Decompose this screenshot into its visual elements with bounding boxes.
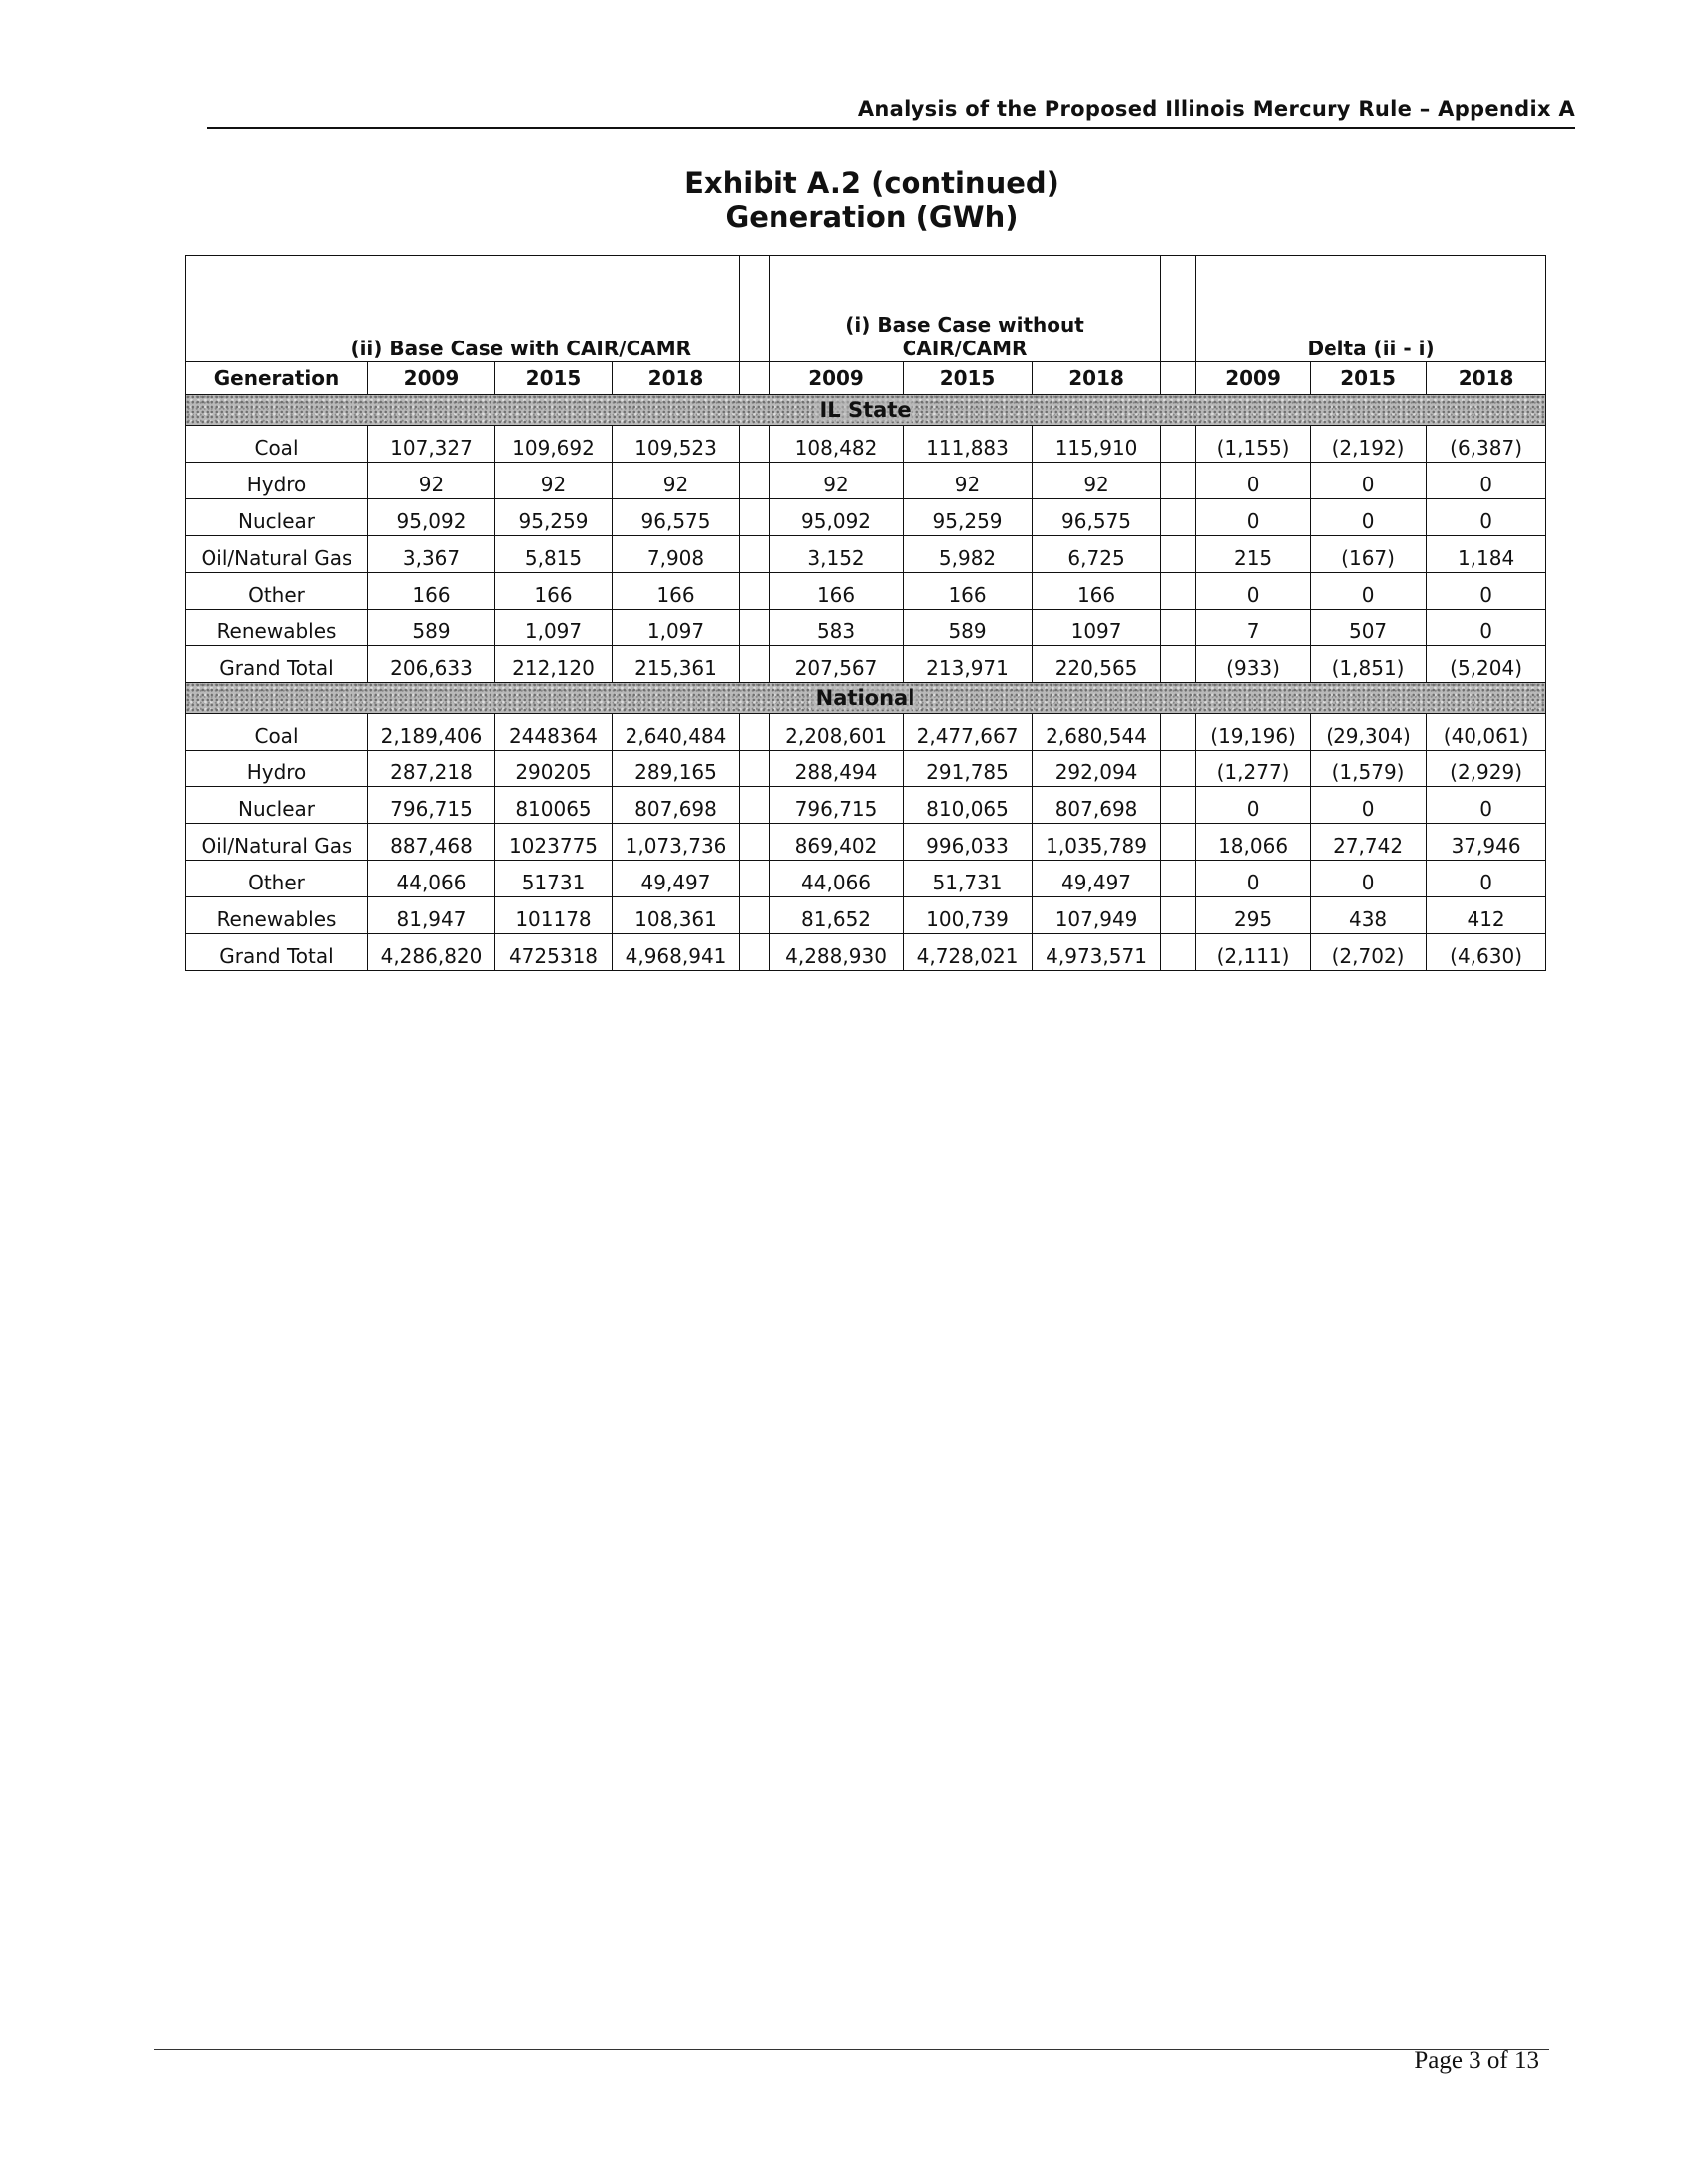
table-cell: (933) [1196,646,1311,683]
section-label: IL State [815,398,914,422]
table-cell: 166 [904,573,1033,610]
table-cell: (5,204) [1427,646,1546,683]
table-cell: 1023775 [495,824,613,861]
table-cell: 4,288,930 [770,934,904,971]
spacer-cell [1161,256,1196,362]
table-cell: 95,092 [770,499,904,536]
table-cell: 810,065 [904,787,1033,824]
table-cell: 7 [1196,610,1311,646]
year-header: 2015 [1311,362,1427,395]
section-row [186,395,1546,426]
table-cell: 3,367 [368,536,495,573]
table-cell: 6,725 [1033,536,1161,573]
table-row [186,499,1546,536]
table-cell: 796,715 [368,787,495,824]
table-cell: 92 [613,463,740,499]
year-header-row [186,362,1546,395]
table-cell: 101178 [495,897,613,934]
row-label: Grand Total [186,646,368,683]
table-cell: 0 [1427,610,1546,646]
table-cell: 0 [1196,463,1311,499]
table-cell: (29,304) [1311,714,1427,751]
table-cell: 0 [1311,463,1427,499]
table-cell: 1,097 [613,610,740,646]
table-cell: 215 [1196,536,1311,573]
spacer-cell [740,426,770,463]
group-delta: Delta (ii - i) [1196,256,1546,362]
table-body [186,395,1546,971]
table-cell: 96,575 [613,499,740,536]
row-label: Other [186,861,368,897]
spacer-cell [1161,787,1196,824]
table-cell: 810065 [495,787,613,824]
spacer-cell [1161,426,1196,463]
table-cell: (167) [1311,536,1427,573]
table-row [186,573,1546,610]
section-label: National [812,686,919,710]
spacer-cell [740,861,770,897]
table-cell: 869,402 [770,824,904,861]
table-cell: 4,973,571 [1033,934,1161,971]
table-cell: (2,111) [1196,934,1311,971]
table-cell: 0 [1311,787,1427,824]
header-rule [207,127,1575,129]
row-label: Grand Total [186,934,368,971]
spacer-cell [740,499,770,536]
table-cell: 807,698 [613,787,740,824]
table-cell: 92 [495,463,613,499]
table-cell: 0 [1311,499,1427,536]
table-row [186,897,1546,934]
table-cell: 0 [1196,573,1311,610]
table-cell: 2,680,544 [1033,714,1161,751]
table-cell: 51731 [495,861,613,897]
table-cell: 95,259 [904,499,1033,536]
table-cell: 0 [1427,499,1546,536]
table-cell: (4,630) [1427,934,1546,971]
table-cell: 49,497 [1033,861,1161,897]
table-cell: 5,815 [495,536,613,573]
table-cell: 287,218 [368,751,495,787]
table-row [186,934,1546,971]
section-header [186,395,1546,426]
table-cell: 0 [1427,861,1546,897]
table-cell: 1,184 [1427,536,1546,573]
table-cell: 996,033 [904,824,1033,861]
spacer-cell [740,714,770,751]
row-label: Nuclear [186,499,368,536]
table-cell: (1,155) [1196,426,1311,463]
table-cell: 18,066 [1196,824,1311,861]
table-row [186,646,1546,683]
table-cell: 0 [1427,787,1546,824]
table-cell: 796,715 [770,787,904,824]
table-cell: 291,785 [904,751,1033,787]
year-header: 2009 [770,362,904,395]
row-label: Oil/Natural Gas [186,536,368,573]
spacer-cell [1161,362,1196,395]
year-header: 2018 [613,362,740,395]
page-number: Page 3 of 13 [1414,2047,1539,2074]
table-cell: 166 [770,573,904,610]
table-row [186,824,1546,861]
table-cell: 290205 [495,751,613,787]
spacer-cell [740,646,770,683]
row-label: Hydro [186,751,368,787]
table-cell: 589 [904,610,1033,646]
spacer-cell [1161,463,1196,499]
group-with-cair: (ii) Base Case with CAIR/CAMR [186,256,740,362]
spacer-cell [1161,751,1196,787]
table-cell: (1,851) [1311,646,1427,683]
generation-table [185,255,1546,971]
section-row [186,683,1546,714]
group-header-row [186,256,1546,362]
section-header [186,683,1546,714]
spacer-cell [740,573,770,610]
row-label: Nuclear [186,787,368,824]
spacer-cell [1161,861,1196,897]
table-cell: 438 [1311,897,1427,934]
spacer-cell [1161,536,1196,573]
table-cell: 0 [1427,463,1546,499]
year-header: 2009 [368,362,495,395]
table-cell: 166 [1033,573,1161,610]
table-cell: 4,286,820 [368,934,495,971]
spacer-cell [740,610,770,646]
spacer-cell [740,362,770,395]
table-cell: (1,277) [1196,751,1311,787]
table-cell: 289,165 [613,751,740,787]
table-cell: 49,497 [613,861,740,897]
spacer-cell [740,463,770,499]
table-cell: 166 [613,573,740,610]
table-cell: 0 [1311,861,1427,897]
table-cell: 292,094 [1033,751,1161,787]
table-cell: 215,361 [613,646,740,683]
exhibit-title-line2: Generation (GWh) [725,201,1019,234]
table-cell: 0 [1427,573,1546,610]
table-cell: 887,468 [368,824,495,861]
table-cell: 92 [368,463,495,499]
table-cell: 2,189,406 [368,714,495,751]
row-label: Oil/Natural Gas [186,824,368,861]
table-cell: 37,946 [1427,824,1546,861]
spacer-cell [1161,610,1196,646]
table-cell: 0 [1196,499,1311,536]
row-header-generation: Generation [186,362,368,395]
table-cell: 5,982 [904,536,1033,573]
table-cell: 107,949 [1033,897,1161,934]
table-cell: 92 [1033,463,1161,499]
table-cell: 92 [904,463,1033,499]
table-cell: 27,742 [1311,824,1427,861]
spacer-cell [740,256,770,362]
spacer-cell [1161,934,1196,971]
table-cell: (19,196) [1196,714,1311,751]
table-cell: 2,640,484 [613,714,740,751]
table-cell: 295 [1196,897,1311,934]
row-label: Hydro [186,463,368,499]
table-cell: 583 [770,610,904,646]
row-label: Renewables [186,897,368,934]
table-cell: 3,152 [770,536,904,573]
table-row [186,463,1546,499]
table-cell: 206,633 [368,646,495,683]
table-cell: 107,327 [368,426,495,463]
spacer-cell [1161,714,1196,751]
table-cell: 1,035,789 [1033,824,1161,861]
spacer-cell [1161,646,1196,683]
table-cell: 108,482 [770,426,904,463]
year-header: 2018 [1427,362,1546,395]
table-cell: 92 [770,463,904,499]
row-label: Coal [186,426,368,463]
table-cell: (2,929) [1427,751,1546,787]
table-row [186,536,1546,573]
table-cell: 0 [1196,787,1311,824]
table-cell: 2,208,601 [770,714,904,751]
table-cell: (2,702) [1311,934,1427,971]
row-label: Other [186,573,368,610]
table-cell: 51,731 [904,861,1033,897]
table-cell: 7,908 [613,536,740,573]
table-cell: 95,092 [368,499,495,536]
table-cell: 1,073,736 [613,824,740,861]
spacer-cell [740,824,770,861]
table-cell: 166 [495,573,613,610]
table-row [186,751,1546,787]
spacer-cell [740,536,770,573]
spacer-cell [740,751,770,787]
table-cell: 0 [1311,573,1427,610]
table-cell: 0 [1196,861,1311,897]
spacer-cell [1161,897,1196,934]
table-cell: 111,883 [904,426,1033,463]
table-cell: 412 [1427,897,1546,934]
table-cell: 1097 [1033,610,1161,646]
row-label: Coal [186,714,368,751]
spacer-cell [740,787,770,824]
table-cell: 115,910 [1033,426,1161,463]
table-row [186,714,1546,751]
year-header: 2018 [1033,362,1161,395]
table-cell: 81,947 [368,897,495,934]
table-cell: (2,192) [1311,426,1427,463]
table-row [186,610,1546,646]
running-header: Analysis of the Proposed Illinois Mercury Rule – Appendix A [857,97,1575,121]
table-row [186,787,1546,824]
spacer-cell [1161,824,1196,861]
table-cell: 589 [368,610,495,646]
spacer-cell [740,934,770,971]
year-header: 2015 [904,362,1033,395]
table-cell: 2,477,667 [904,714,1033,751]
table-row [186,861,1546,897]
exhibit-title-line1: Exhibit A.2 (continued) [684,166,1059,200]
table-cell: 100,739 [904,897,1033,934]
table-cell: (6,387) [1427,426,1546,463]
table-cell: 4725318 [495,934,613,971]
table-cell: 507 [1311,610,1427,646]
table-cell: 4,968,941 [613,934,740,971]
group-without-cair: (i) Base Case without CAIR/CAMR [770,256,1161,362]
table-cell: 2448364 [495,714,613,751]
table-cell: 109,523 [613,426,740,463]
table-cell: 213,971 [904,646,1033,683]
table-cell: 44,066 [770,861,904,897]
spacer-cell [740,897,770,934]
year-header: 2009 [1196,362,1311,395]
table-cell: 807,698 [1033,787,1161,824]
spacer-cell [1161,573,1196,610]
row-label: Renewables [186,610,368,646]
table-cell: 220,565 [1033,646,1161,683]
table-cell: (1,579) [1311,751,1427,787]
table-cell: 108,361 [613,897,740,934]
footer-rule [154,2049,1549,2050]
table-cell: 1,097 [495,610,613,646]
year-header: 2015 [495,362,613,395]
table-cell: 95,259 [495,499,613,536]
table-cell: 288,494 [770,751,904,787]
table-cell: 166 [368,573,495,610]
table-cell: 4,728,021 [904,934,1033,971]
table-row [186,426,1546,463]
spacer-cell [1161,499,1196,536]
table-cell: 44,066 [368,861,495,897]
exhibit-title [0,166,1684,235]
table-cell: 81,652 [770,897,904,934]
table-cell: (40,061) [1427,714,1546,751]
table-cell: 212,120 [495,646,613,683]
table-cell: 109,692 [495,426,613,463]
table-cell: 96,575 [1033,499,1161,536]
table-cell: 207,567 [770,646,904,683]
